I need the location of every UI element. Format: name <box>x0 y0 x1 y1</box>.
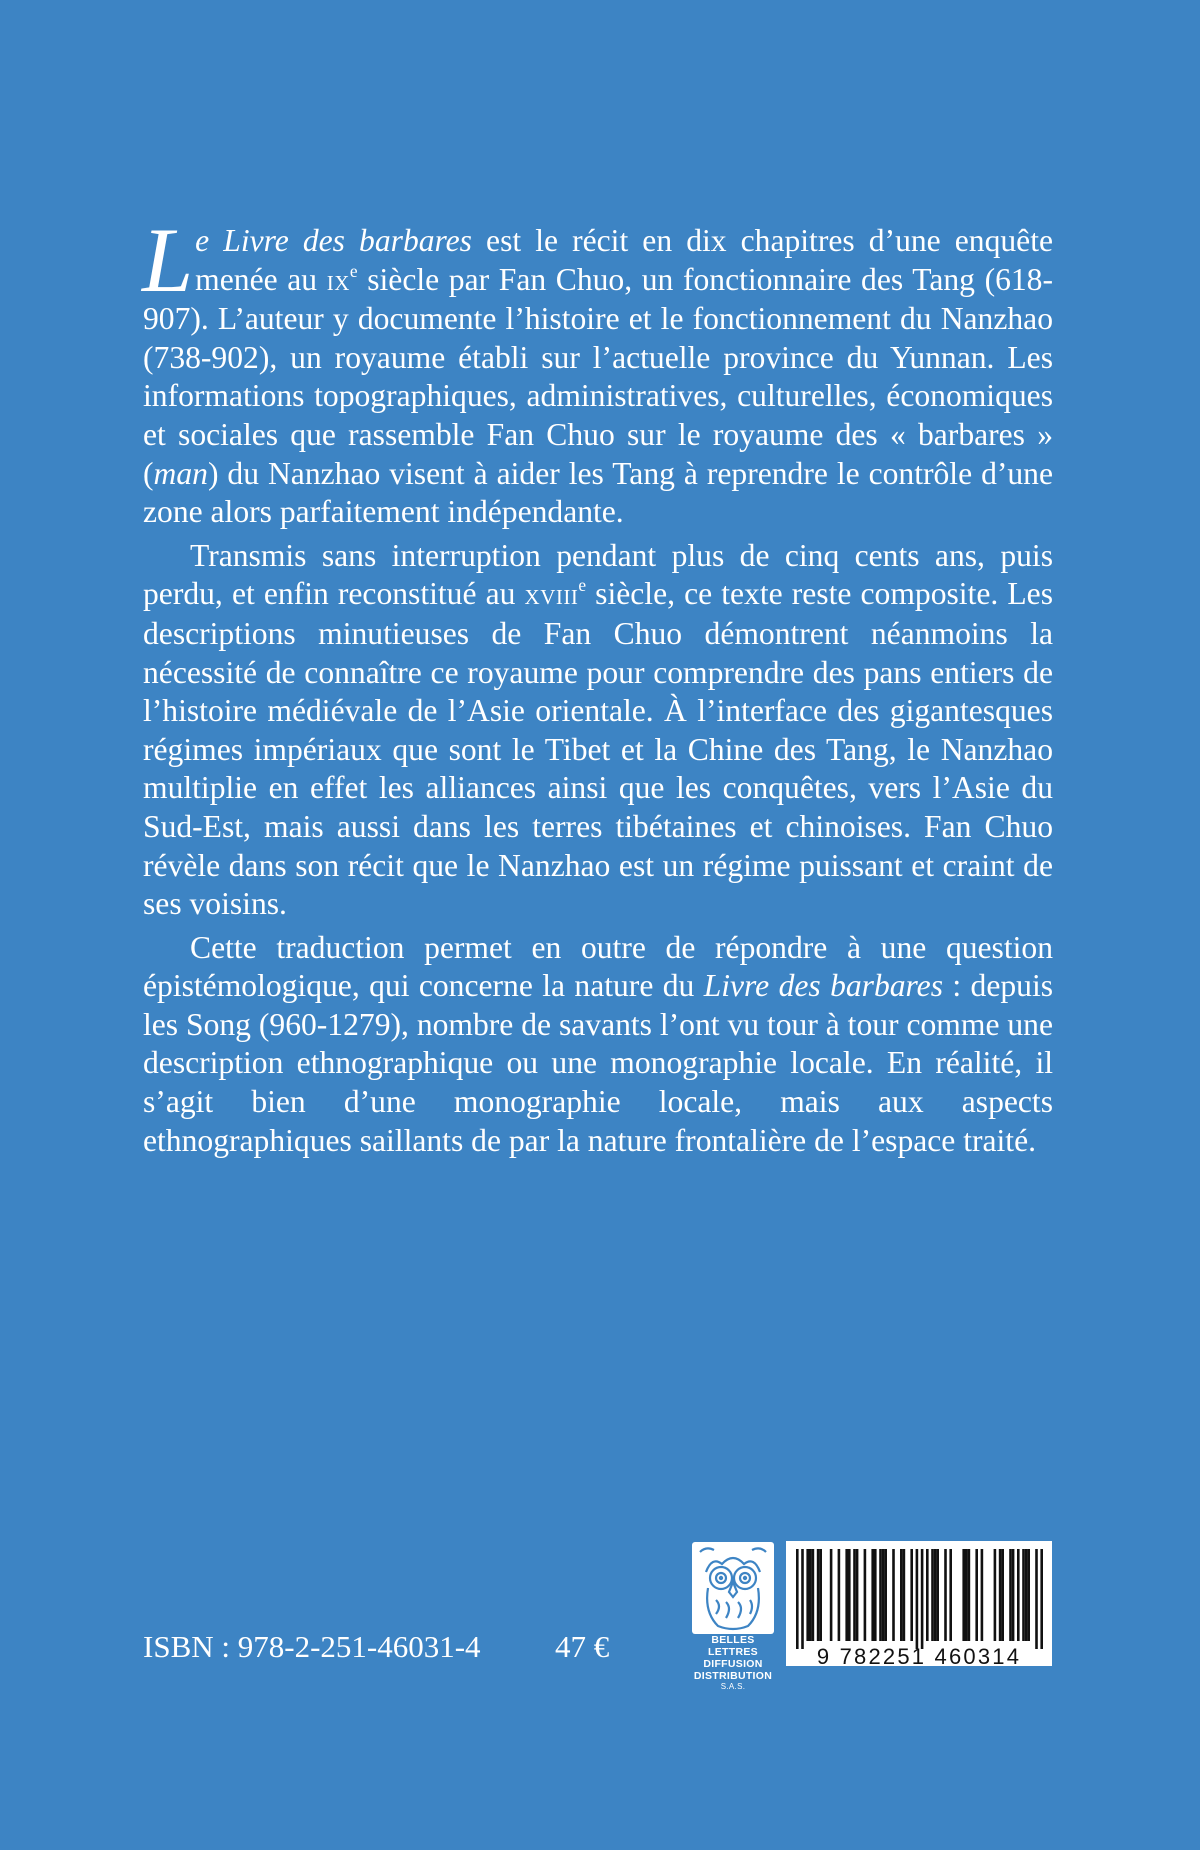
price-label: 47 € <box>555 1629 610 1664</box>
book-title: Livre des barbares <box>703 968 943 1004</box>
owl-icon <box>692 1542 774 1634</box>
barcode-bar <box>819 1549 822 1641</box>
century-numeral: ix <box>326 263 350 297</box>
barcode-bar <box>916 1549 919 1649</box>
italic-term: man <box>153 455 208 491</box>
barcode-bar <box>1035 1549 1038 1649</box>
barcode-bar <box>796 1549 799 1649</box>
barcode-bar <box>965 1549 968 1641</box>
barcode-bar <box>882 1549 885 1641</box>
century-numeral: xviii <box>524 578 579 612</box>
barcode-bar <box>838 1549 841 1641</box>
barcode-bar <box>817 1549 820 1641</box>
publisher-line: DISTRIBUTION <box>693 1670 773 1682</box>
blurb-paragraph-1 <box>142 209 1053 532</box>
barcode-bar <box>981 1549 984 1641</box>
barcode-bar <box>812 1549 815 1641</box>
barcode-bar <box>1001 1549 1004 1641</box>
barcode-bar <box>1009 1549 1012 1641</box>
barcode-bar <box>1012 1549 1015 1641</box>
barcode-bar <box>1025 1549 1028 1641</box>
blurb-text: ) du Nanzhao visent à aider les Tang à reprendre le contrôle d’une zone alors parfaitement indépendante. <box>143 455 1053 530</box>
book-title: e Livre des barbares <box>195 223 472 258</box>
barcode-bar <box>1022 1549 1025 1641</box>
blurb-text: siècle, ce texte reste composite. Les descriptions minutieuses de Fan Chuo démontrent néanmoins la nécessité de connaître ce royaume pour comprendre des pans entiers de l’histoire médiévale de l’Asie orientale. À l’interface des gigantesques régimes impériaux que sont le Tibet et la Chine des Tang, le Nanzhao multiplie en effet les alliances ainsi que les conquêtes, vers l’Asie du Sud-Est, mais aussi dans les terres tibétaines et chinoises. Fan Chuo révèle dans son récit que le Nanzhao est un régime puissant et craint de ses voisins. <box>143 576 1053 922</box>
barcode-bar <box>931 1549 934 1641</box>
blurb-paragraph-2 <box>143 537 1053 924</box>
barcode-bar <box>892 1549 895 1641</box>
barcode-digits: 9 782251 460314 <box>816 1644 1022 1669</box>
barcode-bar <box>879 1549 882 1641</box>
blurb-paragraph-3 <box>143 929 1053 1161</box>
superscript: e <box>349 261 358 281</box>
publisher-line: S.A.S. <box>720 1682 746 1691</box>
barcode-bar <box>884 1549 887 1641</box>
blurb-text: siècle par Fan Chuo, un fonctionnaire des Tang (618-907). L’auteur y documente l’histoire et le fonctionnement du Nanzhao (738-902), un royaume établi sur l’actuelle province du Yunnan. Les informations topographiques, administratives, culturelles, économiques et sociales que rassemble Fan Chuo sur le royaume des « barbares » ( <box>143 261 1053 491</box>
blurb-text: est le récit en dix chapitres d’une enquête menée au <box>195 223 1053 297</box>
barcode-bar <box>801 1549 804 1649</box>
barcode-bar <box>806 1549 809 1641</box>
barcode-bar <box>903 1549 906 1641</box>
barcode-bar <box>968 1549 971 1641</box>
barcode-bar <box>848 1549 851 1641</box>
barcode-bar <box>1017 1549 1020 1641</box>
barcode-bar <box>1040 1549 1043 1649</box>
barcode-bar <box>921 1549 924 1649</box>
publisher-name <box>692 1634 774 1692</box>
barcode-bar <box>936 1549 939 1641</box>
barcode-bar <box>864 1549 867 1641</box>
barcode-bar <box>949 1549 952 1641</box>
barcode-bar <box>934 1549 937 1641</box>
blurb-text: : depuis les Song (960-1279), nombre de savants l’ont vu tour à tour comme une description ethnographique ou une monographie locale. En réalité, il s’agit bien d’une monographie locale, mais aux aspects ethnographiques saillants de par la nature frontalière de l’espace traité. <box>143 968 1054 1158</box>
barcode-bar <box>830 1549 833 1641</box>
barcode-bar <box>845 1549 848 1641</box>
barcode-bar <box>874 1549 877 1641</box>
barcode-bar <box>994 1549 997 1641</box>
barcode-bar <box>962 1549 965 1641</box>
barcode-bar <box>910 1549 913 1641</box>
blurb-text: Cette traduction permet en outre de répondre à une question épistémologique, qui concerne la nature du <box>143 929 1053 1004</box>
barcode-bar <box>999 1549 1002 1641</box>
barcode-bar <box>809 1549 812 1641</box>
barcode-bar <box>1027 1549 1030 1641</box>
back-cover-blurb <box>142 209 1054 1160</box>
barcode-bar <box>944 1549 947 1641</box>
barcode-bar <box>975 1549 978 1641</box>
barcode-bar <box>871 1549 874 1641</box>
isbn-label: ISBN : 978-2-251-46031-4 <box>143 1629 481 1664</box>
superscript: e <box>578 576 587 596</box>
publisher-line: DIFFUSION <box>703 1658 763 1670</box>
barcode-bar <box>853 1549 856 1641</box>
drop-cap: L <box>142 209 194 311</box>
barcode-bar <box>900 1549 903 1641</box>
barcode-bar <box>926 1549 929 1641</box>
publisher-line: BELLES LETTRES <box>708 1634 758 1658</box>
publisher-logo <box>692 1542 774 1691</box>
blurb-text: Transmis sans interruption pendant plus de cinq cents ans, puis perdu, et enfin reconstitué au <box>143 537 1053 612</box>
barcode-bar <box>856 1549 859 1641</box>
